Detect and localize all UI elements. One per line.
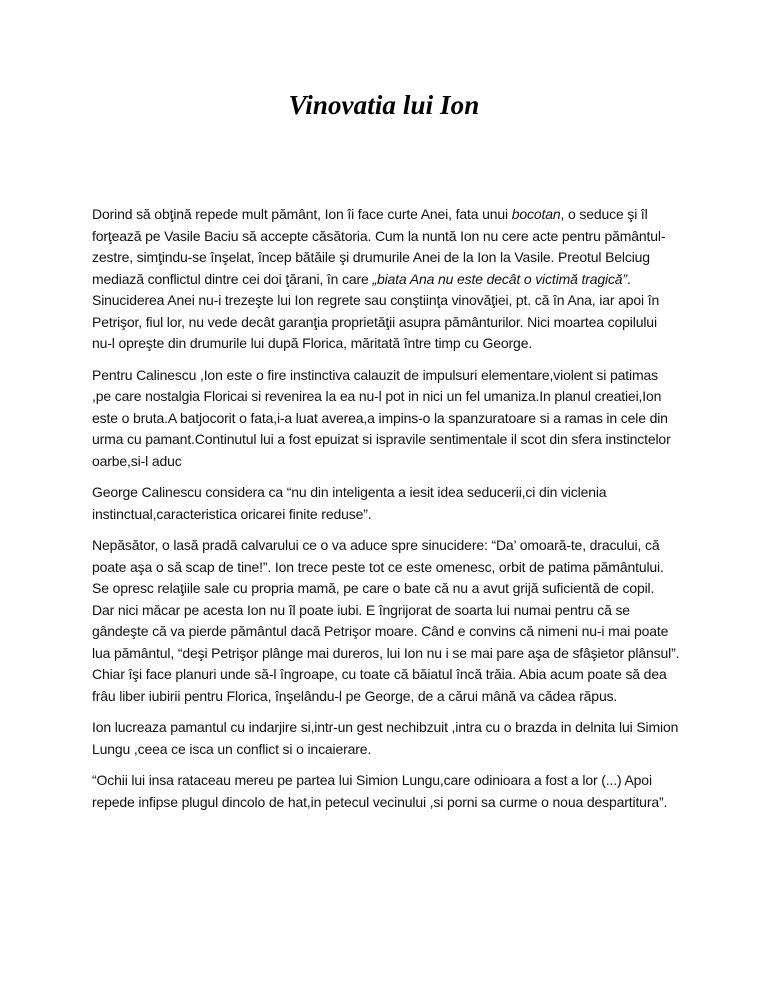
paragraph-6-text: “Ochii lui insa rataceau mereu pe partea lui Simion Lungu,care odinioara a fost a lor (...) Apoi repede infipse plugul dincolo de hat,in petecul vecinului ,si porni sa curme o noua despartitura”. <box>92 772 668 810</box>
paragraph-1-text: , o seduce şi îl forţează pe Vasile Baciu să accepte căsătoria. Cum la nuntă Ion nu cere acte pentru pământul-zestre, simţindu-se înşelat, încep bătăile şi drumurile Anei de la Ion la Vasile. Preotul Belciug mediază conflictul dintre cei doi ţărani, în care <box>92 206 666 287</box>
paragraph-3-text: George Calinescu considera ca “nu din inteligenta a iesit idea seducerii,ci din viclenia instinctual,caracteristica oricarei finite reduse”. <box>92 484 607 522</box>
paragraph-2-text: Pentru Calinescu ,Ion este o fire instinctiva calauzit de impulsuri elementare,violent si patimas ,pe care nostalgia Floricai si revenirea la ea nu-l pot in nici un fel umaniza.In planul creatiei,Ion este o bruta.A batjocorit o fata,i-a luat averea,a impins-o la spanzuratoare si a ramas in cele din urma cu pamant.Continutul lui a fost epuizat si ispravile sentimentale il scot din sfera instinctelor oarbe,si-l aduc <box>92 366 671 469</box>
paragraph-2 <box>92 365 680 473</box>
document-title: Vinovatia lui Ion <box>288 90 480 120</box>
paragraph-3 <box>92 482 680 525</box>
paragraph-1-italic-term: bocotan <box>511 206 561 222</box>
paragraph-1-italic-quote: „biata Ana nu este decât o victimă tragică” <box>372 270 627 287</box>
document-body <box>92 204 680 823</box>
paragraph-5-text: Ion lucreaza pamantul cu indarjire si,intr-un gest nechibzuit ,intra cu o brazda in delnita lui Simion Lungu ,ceea ce isca un conflict si o incaierare. <box>92 719 679 757</box>
paragraph-1-text: Dorind să obţină repede mult pământ, Ion îi face curte Anei, fata unui <box>92 206 512 222</box>
paragraph-6 <box>92 770 680 813</box>
paragraph-1-text: . Sinuciderea Anei nu-i trezeşte lui Ion regrete sau conştiinţa vinovăţiei, pt. că în Ana, iar apoi în Petrişor, fiul lor, nu vede decât garanţia proprietăţii asupra pământurilor. Nici moartea copilului nu-l opreşte din drumurile lui după Florica, măritată între timp cu George. <box>92 270 660 351</box>
paragraph-4-text: Nepăsător, o lasă pradă calvarului ce o va aduce spre sinucidere: “Da’ omoară-te, dracului, că poate aşa o să scap de tine!”. Ion trece peste tot ce este omenesc, orbit de patima pământului. Se opresc relaţiile sale cu propria mamă, pe care o bate că nu a avut grijă suficientă de copil. Dar nici măcar pe acesta Ion nu îl poate iubi. E îngrijorat de soarta lui numai pentru că se gândeşte că va pierde pământul dacă Petrişor moare. Când e convins că nimeni nu-i mai poate lua pământul, “deşi Petrişor plânge mai dureros, lui Ion nu i se mai pare aşa de sfâşietor plânsul”. Chiar îşi face planuri unde să-l îngroape, cu toate că băiatul încă trăia. Abia acum poate să dea frâu liber iubirii pentru Florica, înşelându-l pe George, de a cărui mână va cădea răpus. <box>92 537 680 704</box>
paragraph-4 <box>92 535 680 707</box>
paragraph-1 <box>92 204 680 355</box>
paragraph-5 <box>92 717 680 760</box>
